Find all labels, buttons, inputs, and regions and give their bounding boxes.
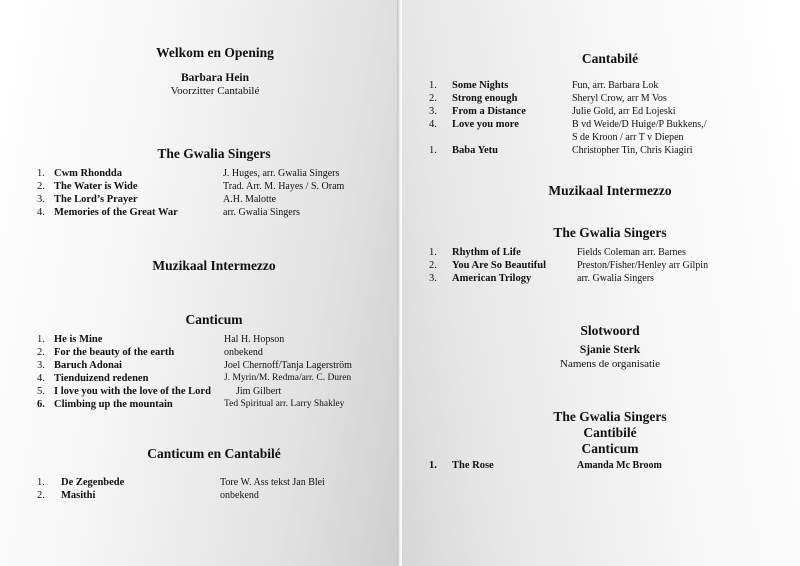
list-item [37, 476, 397, 489]
right-page [402, 0, 800, 566]
welcome-speaker: Barbara Hein [180, 72, 250, 84]
item-title: Baba Yetu [452, 145, 498, 156]
item-composer: Preston/Fisher/Henley arr Gilpin [577, 260, 709, 271]
item-composer: onbekend [224, 347, 263, 358]
item-composer: Sheryl Crow, arr M Vos [572, 93, 667, 104]
item-composer: J. Myrin/M. Redma/arr. C. Duren [224, 373, 352, 383]
list-item [429, 118, 789, 131]
list-item [37, 489, 397, 502]
closing-heading: Slotwoord [580, 323, 640, 338]
item-title: Cwm Rhondda [54, 168, 122, 179]
item-composer: Fields Coleman arr. Barnes [577, 247, 686, 258]
item-composer-continued: S de Kroon / arr T v Diepen [572, 132, 684, 143]
item-title: You Are So Beautiful [452, 260, 547, 271]
item-title: Memories of the Great War [54, 207, 178, 218]
closing-role: Namens de organisatie [560, 358, 660, 370]
item-number: 4. [429, 119, 437, 130]
item-title: The Water is Wide [54, 181, 138, 192]
item-number: 2. [429, 93, 437, 104]
item-number: 1. [37, 477, 45, 488]
item-number: 1. [429, 247, 437, 258]
item-composer: arr. Gwalia Singers [577, 273, 654, 284]
list-item [429, 144, 789, 157]
item-number: 1. [429, 145, 437, 156]
item-title: Masithi [61, 490, 96, 501]
item-number: 2. [429, 260, 437, 271]
list-item [429, 105, 789, 118]
item-number: 1. [429, 460, 437, 471]
item-composer: A.H. Malotte [223, 194, 277, 205]
list-item [429, 259, 789, 272]
list-item [37, 206, 397, 219]
item-title: The Rose [452, 460, 494, 471]
welcome-role: Voorzitter Cantabilé [170, 85, 260, 97]
item-title: Climbing up the mountain [54, 399, 173, 410]
list-item [37, 167, 397, 180]
item-composer: arr. Gwalia Singers [223, 207, 300, 218]
list-item [37, 372, 397, 385]
item-composer: Hal H. Hopson [224, 334, 285, 345]
item-title: American Trilogy [452, 273, 532, 284]
item-number: 1. [429, 80, 437, 91]
item-title: Tienduizend redenen [54, 373, 149, 384]
item-composer: Christopher Tin, Chris Kiagiri [572, 145, 693, 156]
item-number: 3. [429, 106, 437, 117]
item-title: Strong enough [452, 93, 518, 104]
list-item [37, 359, 397, 372]
item-title: He is Mine [54, 334, 103, 345]
item-composer: B vd Weide/D Huige/P Bukkens,/ [572, 119, 707, 130]
item-number: 6. [37, 399, 45, 410]
item-number: 4. [37, 207, 45, 218]
gwalia-heading: The Gwalia Singers [553, 225, 667, 240]
list-item [429, 272, 789, 285]
list-item [37, 346, 397, 359]
item-composer: Amanda Mc Broom [577, 460, 662, 471]
item-composer: onbekend [220, 490, 259, 501]
finale-heading-canticum: Canticum [581, 441, 639, 456]
item-composer: Julie Gold, arr Ed Lojeski [572, 106, 676, 117]
item-title: I love you with the love of the Lord [54, 386, 211, 397]
list-item [37, 193, 397, 206]
closing-speaker: Sjanie Sterk [579, 344, 641, 356]
item-number: 3. [37, 194, 45, 205]
item-title: The Lord’s Prayer [54, 194, 138, 205]
list-item [37, 385, 397, 398]
item-number: 2. [37, 490, 45, 501]
item-composer: Jim Gilbert [236, 386, 282, 397]
intermezzo-heading: Muzikaal Intermezzo [152, 258, 276, 273]
item-number: 4. [37, 373, 45, 384]
left-page [0, 0, 397, 566]
finale-heading-gwalia: The Gwalia Singers [553, 409, 667, 424]
gwalia-heading: The Gwalia Singers [157, 146, 271, 161]
item-number: 1. [37, 334, 45, 345]
list-item [37, 180, 397, 193]
item-number: 2. [37, 181, 45, 192]
item-title: From a Distance [452, 106, 526, 117]
canticum-heading: Canticum [185, 312, 243, 327]
item-number: 5. [37, 386, 45, 397]
list-item [37, 398, 397, 411]
item-number: 2. [37, 347, 45, 358]
item-title: Love you more [452, 119, 519, 130]
cantabile-heading: Cantabilé [581, 51, 639, 66]
list-item [429, 92, 789, 105]
list-item [429, 79, 789, 92]
item-title: De Zegenbede [61, 477, 125, 488]
item-composer: Trad. Arr. M. Hayes / S. Oram [223, 181, 345, 192]
item-composer: J. Huges, arr. Gwalia Singers [223, 168, 340, 179]
list-item [429, 246, 789, 259]
combined-heading: Canticum en Cantabilé [147, 446, 281, 461]
item-composer: Ted Spiritual arr. Larry Shakley [224, 399, 345, 409]
item-title: For the beauty of the earth [54, 347, 175, 358]
item-composer: Tore W. Ass tekst Jan Blei [220, 477, 325, 488]
item-number: 3. [37, 360, 45, 371]
intermezzo-heading: Muzikaal Intermezzo [548, 183, 672, 198]
item-number: 3. [429, 273, 437, 284]
item-title: Rhythm of Life [452, 247, 521, 258]
item-composer: Fun, arr. Barbara Lok [572, 80, 659, 91]
list-item [37, 333, 397, 346]
item-composer: Joel Chernoff/Tanja Lagerström [224, 360, 352, 371]
list-item-continuation [429, 131, 789, 144]
item-title: Some Nights [452, 80, 509, 91]
item-number: 1. [37, 168, 45, 179]
item-title: Baruch Adonai [54, 360, 122, 371]
welcome-heading: Welkom en Opening [156, 45, 274, 60]
finale-heading-cantibile: Cantibilé [583, 425, 637, 440]
list-item [429, 459, 789, 472]
